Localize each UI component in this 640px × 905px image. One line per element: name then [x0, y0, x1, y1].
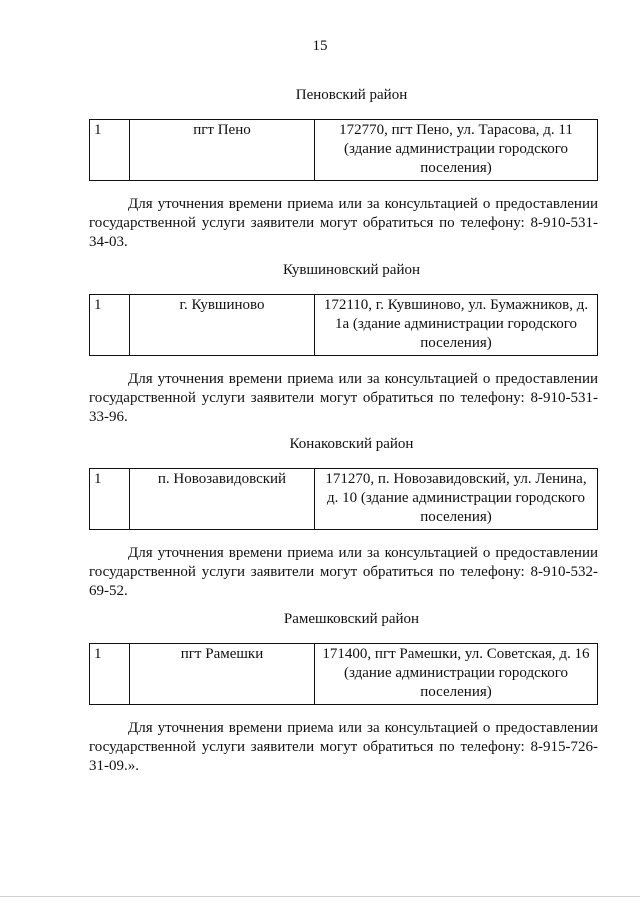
office-address: 171270, п. Новозавидовский, ул. Ленина, д. 10 (здание администрации городского поселения)	[315, 469, 598, 530]
row-number: 1	[90, 469, 130, 530]
district-title: Конаковский район	[289, 436, 414, 452]
table-row	[90, 644, 598, 705]
table-row	[90, 120, 598, 181]
settlement-name: г. Кувшиново	[130, 295, 315, 356]
row-number: 1	[90, 120, 130, 181]
settlement-name: пгт Пено	[130, 120, 315, 181]
district-section	[89, 86, 598, 252]
settlement-name: пгт Рамешки	[130, 644, 315, 705]
district-title: Рамешковский район	[283, 611, 420, 627]
office-table	[89, 294, 598, 356]
office-table	[89, 119, 598, 181]
office-address: 171400, пгт Рамешки, ул. Советская, д. 16 (здание администрации городского поселения)	[315, 644, 598, 705]
page-number: 15	[312, 38, 328, 54]
district-title: Пеновский район	[295, 87, 408, 103]
row-number: 1	[90, 295, 130, 356]
row-number: 1	[90, 644, 130, 705]
table-row	[90, 469, 598, 530]
office-table	[89, 643, 598, 705]
consultation-note: Для уточнения времени приема или за консультацией о предоставлении государственной услуги заявители могут обратиться по телефону: 8-910-531-33-96.	[89, 371, 598, 425]
office-address: 172770, пгт Пено, ул. Тарасова, д. 11 (здание администрации городского поселения)	[315, 120, 598, 181]
district-section	[89, 610, 598, 776]
consultation-note: Для уточнения времени приема или за консультацией о предоставлении государственной услуги заявители могут обратиться по телефону: 8-910-532-69-52.	[89, 545, 598, 599]
consultation-note: Для уточнения времени приема или за консультацией о предоставлении государственной услуги заявители могут обратиться по телефону: 8-915-726-31-09.».	[89, 720, 598, 774]
office-address: 172110, г. Кувшиново, ул. Бумажников, д. 1а (здание администрации городского поселения)	[315, 295, 598, 356]
table-row	[90, 295, 598, 356]
scan-edge-line	[0, 896, 640, 897]
consultation-note: Для уточнения времени приема или за консультацией о предоставлении государственной услуги заявители могут обратиться по телефону: 8-910-531-34-03.	[89, 196, 598, 250]
district-title: Кувшиновский район	[282, 262, 421, 278]
settlement-name: п. Новозавидовский	[130, 469, 315, 530]
district-section	[89, 261, 598, 427]
office-table	[89, 468, 598, 530]
district-section	[89, 435, 598, 601]
